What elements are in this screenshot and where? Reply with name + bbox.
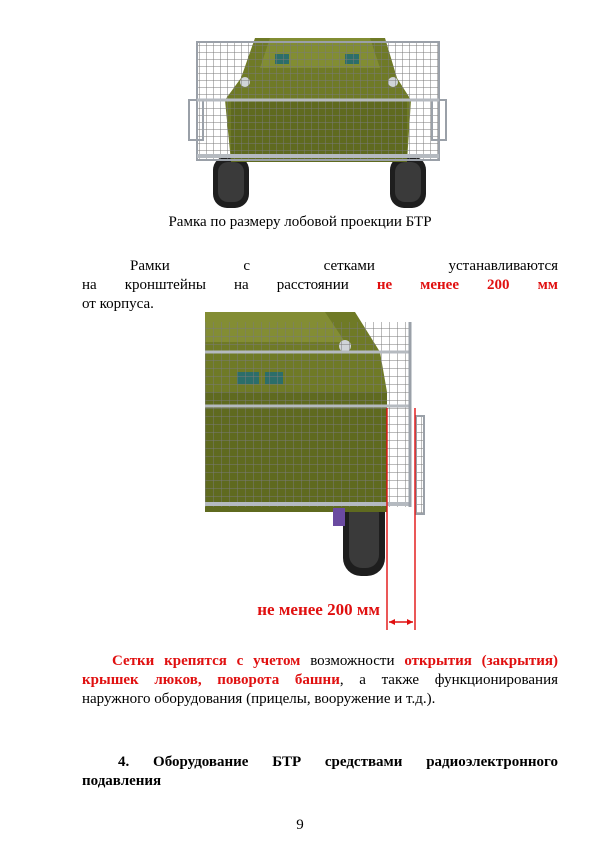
dimension-label: не менее 200 мм [257, 600, 380, 619]
figure-mesh-distance [205, 312, 435, 634]
figure-front-projection-frame [185, 38, 450, 208]
word: Рамки [130, 258, 170, 274]
word: на [234, 277, 249, 293]
text-run: , а также функционирования наружного оборудования (прицелы, вооружение и т.д.). [82, 672, 558, 707]
word: устанавливаются [448, 258, 558, 274]
highlight-mounting: Сетки крепятся с учетом [112, 653, 301, 669]
paragraph-line [82, 257, 558, 276]
word: с [243, 258, 251, 274]
word: сетками [323, 258, 375, 274]
left-wheel [213, 156, 249, 208]
text-run: возможности [300, 653, 405, 669]
figure-caption: Рамка по размеру лобовой проекции БТР [168, 214, 432, 230]
word: кронштейны [124, 277, 206, 293]
mesh-frame [205, 322, 424, 514]
highlight-distance: не менее 200 мм [376, 277, 559, 293]
word: расстоянии [276, 277, 349, 293]
paragraph-line [82, 276, 558, 295]
right-wheel [390, 156, 426, 208]
page-number: 9 [296, 817, 304, 833]
mesh-frame [189, 42, 446, 160]
section-heading: 4. Оборудование БТР средствами радиоэлектронного подавления [82, 754, 558, 789]
word: на [82, 277, 97, 293]
paragraph-line: от корпуса. [82, 296, 154, 312]
highlight-hatches-turret: открытия (закрытия) крышек люков, поворота башни [82, 653, 558, 688]
paragraph-mesh-mounting [82, 652, 558, 709]
